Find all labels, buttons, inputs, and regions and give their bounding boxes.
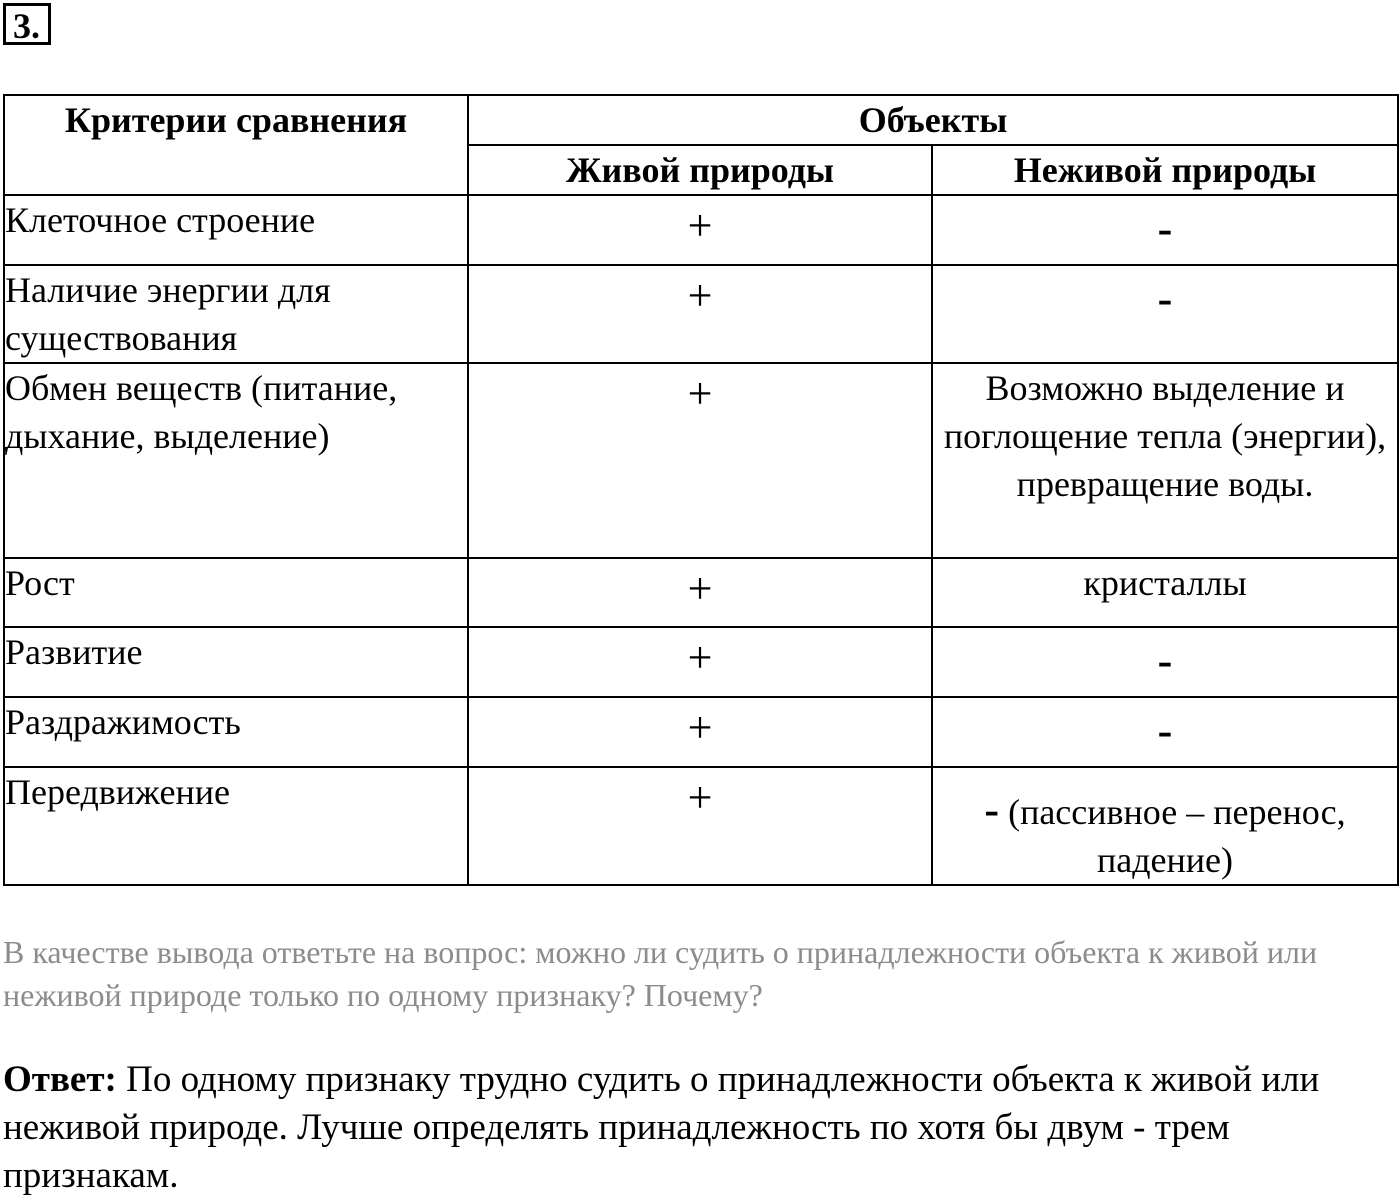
nonlive-nature-header: Неживой природы bbox=[932, 145, 1398, 195]
nonlive-cell: Возможно выделение и поглощение тепла (энергии), превращение воды. bbox=[932, 363, 1398, 558]
table-row bbox=[4, 265, 1398, 363]
table-header-row bbox=[4, 95, 1398, 145]
nonlive-cell: - bbox=[932, 627, 1398, 697]
nonlive-cell: - bbox=[932, 697, 1398, 767]
table-row bbox=[4, 195, 1398, 265]
nonlive-dash-mark: - bbox=[984, 785, 1000, 834]
nonlive-cell bbox=[932, 767, 1398, 885]
question-text: В качестве вывода ответьте на вопрос: можно ли судить о принадлежности объекта к живой или неживой природе только по одному признаку? Почему? bbox=[3, 934, 1318, 1013]
comparison-table bbox=[3, 94, 1399, 886]
live-cell: + bbox=[468, 195, 932, 265]
live-nature-header: Живой природы bbox=[468, 145, 932, 195]
live-cell: + bbox=[468, 363, 932, 558]
task-number: 3. bbox=[3, 3, 51, 45]
live-cell: + bbox=[468, 767, 932, 885]
live-cell: + bbox=[468, 265, 932, 363]
nonlive-cell: - bbox=[932, 195, 1398, 265]
table-row bbox=[4, 767, 1398, 885]
criterion-cell: Рост bbox=[4, 558, 468, 627]
objects-header: Объекты bbox=[468, 95, 1398, 145]
criterion-cell: Обмен веществ (питание, дыхание, выделение) bbox=[4, 363, 468, 558]
criterion-cell: Передвижение bbox=[4, 767, 468, 885]
nonlive-cell-text: (пассивное – перенос, падение) bbox=[1008, 792, 1346, 880]
criterion-cell: Развитие bbox=[4, 627, 468, 697]
table-row bbox=[4, 697, 1398, 767]
answer-block bbox=[3, 1056, 1397, 1200]
live-cell: + bbox=[468, 627, 932, 697]
criterion-cell: Клеточное строение bbox=[4, 195, 468, 265]
criterion-cell: Наличие энергии для существования bbox=[4, 265, 468, 363]
criteria-header: Критерии сравнения bbox=[4, 95, 468, 195]
answer-label: Ответ: bbox=[3, 1059, 117, 1100]
table-row bbox=[4, 558, 1398, 627]
answer-text: По одному признаку трудно судить о принадлежности объекта к живой или неживой природе. Лучше определять принадлежность по хотя бы двум - трем признакам. bbox=[3, 1059, 1320, 1196]
criterion-cell: Раздражимость bbox=[4, 697, 468, 767]
nonlive-cell: кристаллы bbox=[932, 558, 1398, 627]
nonlive-cell: - bbox=[932, 265, 1398, 363]
table-row bbox=[4, 363, 1398, 558]
live-cell: + bbox=[468, 558, 932, 627]
live-cell: + bbox=[468, 697, 932, 767]
table-row bbox=[4, 627, 1398, 697]
